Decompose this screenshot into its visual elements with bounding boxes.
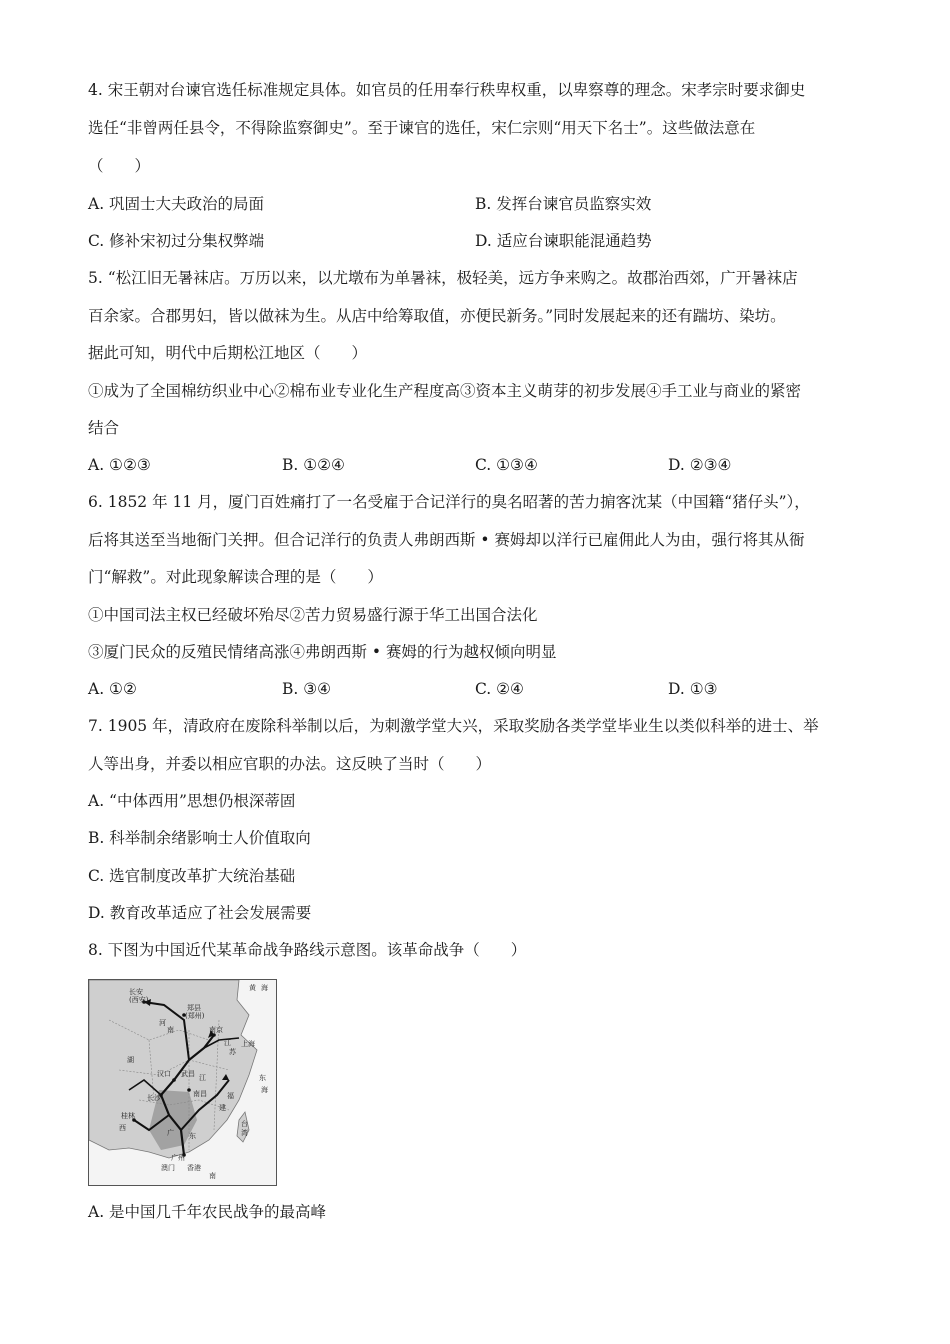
revolution-route-map [88,979,277,1186]
q4-stem-line-3: （ ） [88,157,151,175]
q6-stem-line-3: 门“解救”。对此现象解读合理的是（ ） [88,568,383,586]
map-label-guilin: 桂林 [121,1112,135,1120]
q5-option-c: C. ①③④ [475,456,538,474]
q7-option-c: C. 选官制度改革扩大统治基础 [88,867,296,885]
map-label-wuchang: 武昌 [181,1070,195,1078]
q6-option-a: A. ①② [88,680,137,698]
q4-stem-line-1: 4. 宋王朝对台谏官选任标准规定具体。如官员的任用奉行秩卑权重，以卑察尊的理念。宋孝宗时要求御史 [88,81,806,99]
map-label-zhengxian: 郑县 [187,1004,201,1012]
q6-stem-line-2: 后将其送至当地衙门关押。但合记洋行的负责人弗朗西斯 • 赛姆却以洋行已雇佣此人为由，强行将其从衙 [88,531,805,549]
q5-stem-line-4: ①成为了全国棉纺织业中心②棉布业专业化生产程度高③资本主义萌芽的初步发展④手工业与商业的紧密 [88,382,802,400]
map-label-guangzhou: 广州 [171,1154,185,1162]
map-label-changan: 长安 [129,988,143,996]
q4-stem-line-2: 选任“非曾两任县令，不得除监察御史”。至于谏官的选任，宋仁宗则“用天下名士”。这些做法意在 [88,119,756,137]
map-label-nanchang: 南昌 [193,1090,207,1098]
q6-option-d: D. ①③ [668,680,718,698]
q5-stem-line-5: 结合 [88,419,120,437]
map-label-tai: 台 [241,1120,248,1128]
q7-stem-line-2: 人等出身，并委以相应官职的办法。这反映了当时（ ） [88,755,492,773]
map-label-nanjing: 南京 [209,1026,223,1034]
map-label-jiang-1: 江 [224,1039,231,1047]
map-label-jian: 建 [219,1104,226,1112]
q6-stem-line-5: ③厦门民众的反殖民情绪高涨④弗朗西斯 • 赛姆的行为越权倾向明显 [88,643,557,661]
map-label-macau: 澳门 [161,1164,175,1172]
map-label-xian: (西安) [129,996,149,1004]
q5-stem-line-3: 据此可知，明代中后期松江地区（ ） [88,344,368,362]
map-label-hai-2: 海 [261,1086,268,1094]
map-label-dong-1: 东 [189,1132,196,1140]
q7-option-a: A. “中体西用”思想仍根深蒂固 [88,792,296,810]
map-label-jiang-2: 江 [199,1074,206,1082]
map-label-nan-2: 南 [209,1172,216,1180]
q6-stem-line-1: 6. 1852 年 11 月，厦门百姓痛打了一名受雇于合记洋行的臭名昭著的苦力掮客沈某（中国籍“猪仔头”）， [88,493,810,511]
route-map-svg [89,980,276,1185]
map-label-fu: 福 [227,1092,234,1100]
q7-option-b: B. 科举制余绪影响士人价值取向 [88,829,311,847]
q5-option-b: B. ①②④ [282,456,345,474]
q5-stem-line-2: 百余家。合郡男妇，皆以做袜为生。从店中给筹取值，亦便民新务。”同时发展起来的还有踹坊、染坊。 [88,307,786,325]
map-label-he: 河 [159,1019,166,1027]
q4-option-c: C. 修补宋初过分集权弊端 [88,232,265,250]
q8-stem-line-1: 8. 下图为中国近代某革命战争路线示意图。该革命战争（ ） [88,941,527,959]
map-label-dong-2: 东 [259,1074,266,1082]
q7-stem-line-1: 7. 1905 年，清政府在废除科举制以后，为刺激学堂大兴，采取奖励各类学堂毕业生以类似科举的进士、举 [88,717,819,735]
q6-stem-line-4: ①中国司法主权已经破坏殆尽②苦力贸易盛行源于华工出国合法化 [88,606,538,624]
map-label-hongkong: 香港 [187,1164,201,1172]
map-label-guang: 广 [167,1129,174,1137]
map-label-changsha: 长沙 [147,1094,161,1102]
map-label-hu: 湖 [127,1056,134,1064]
map-label-hai-1: 海 [261,984,268,992]
map-label-nan-1: 南 [167,1026,174,1034]
q6-option-b: B. ③④ [282,680,332,698]
map-label-zhengzhou: (郑州) [185,1012,205,1020]
q5-option-d: D. ②③④ [668,456,732,474]
map-label-wan: 湾 [241,1129,248,1137]
map-label-su: 苏 [229,1048,236,1056]
q7-option-d: D. 教育改革适应了社会发展需要 [88,904,312,922]
map-label-shanghai: 上海 [241,1040,255,1048]
q4-option-a: A. 巩固士大夫政治的局面 [88,195,265,213]
q4-option-b: B. 发挥台谏官员监察实效 [475,195,652,213]
q6-option-c: C. ②④ [475,680,524,698]
q5-stem-line-1: 5. “松江旧无暑袜店。万历以来，以尤墩布为单暑袜，极轻美，远方争来购之。故郡治西郊，广开暑袜店 [88,269,798,287]
map-label-hankou: 汉口 [157,1070,171,1078]
map-label-huang: 黄 [249,984,256,992]
q4-option-d: D. 适应台谏职能混通趋势 [475,232,652,250]
q5-option-a: A. ①②③ [88,456,151,474]
map-label-xi: 西 [119,1124,126,1132]
q8-option-a: A. 是中国几千年农民战争的最高峰 [88,1203,327,1221]
